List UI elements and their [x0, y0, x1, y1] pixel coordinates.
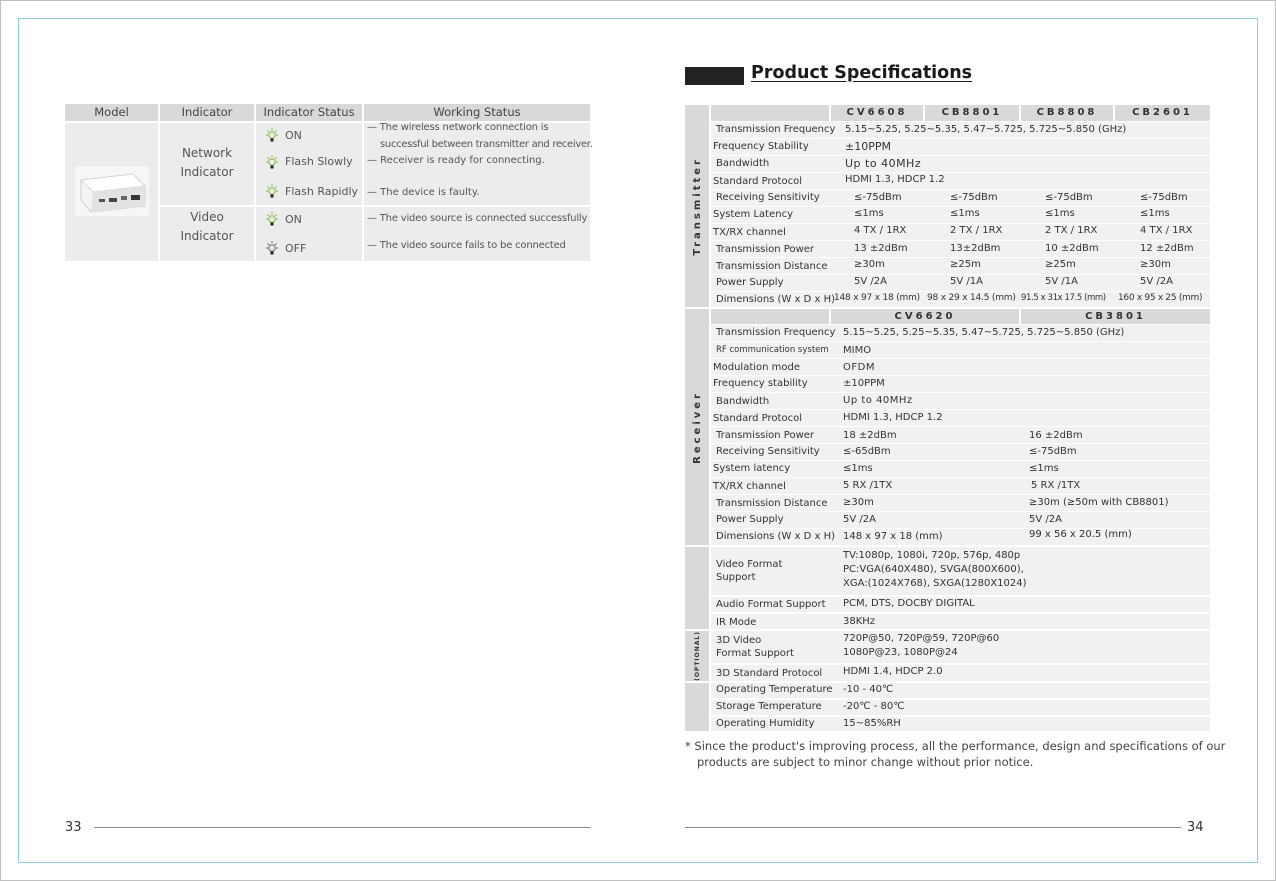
tx-cb2601-sensitivity: ≤-75dBm: [1140, 192, 1188, 203]
rx-cv6620-sensitivity: ≤-65dBm: [843, 446, 891, 457]
header-working-status: Working Status: [364, 104, 590, 121]
ir-mode-label: IR Mode: [716, 617, 757, 628]
audio-format-value: PCM, DTS, DOCBY DIGITAL: [843, 598, 975, 609]
3d-protocol-value: HDMI 1.4, HDCP 2.0: [843, 666, 943, 677]
rx-cb3801-power-supply: 5V /2A: [1029, 514, 1062, 525]
model-header-cb2601: CB2601: [1115, 105, 1210, 121]
model-header-cb3801: CB3801: [1021, 309, 1210, 324]
operating-humidity-value: 15~85%RH: [843, 718, 901, 729]
tx-label-transmission-frequency: Transmission Frequency: [716, 124, 836, 135]
tx-label-frequency-stability: Frequency Stability: [713, 141, 809, 152]
network-indicator-cell: [160, 123, 254, 205]
header-indicator-status: Indicator Status: [256, 104, 362, 121]
rx-label-system-latency: System latency: [713, 463, 791, 474]
footnote-line-1: * Since the product's improving process, all the performance, design and specifications of our: [685, 739, 1226, 753]
bulb-on-icon: [264, 127, 280, 143]
video-indicator-label-2: Indicator: [180, 229, 234, 243]
video-format-value-3: XGA:(1024X768), SXGA(1280X1024): [843, 578, 1027, 589]
header-model: Model: [65, 104, 158, 121]
rx-label-transmission-power: Transmission Power: [716, 430, 815, 441]
3d-format-label-1: 3D Video: [716, 635, 762, 646]
page-title: Product Specifications: [751, 63, 973, 83]
format-section-band: [685, 547, 709, 629]
operating-temperature-value: -10 - 40℃: [843, 684, 894, 695]
video-format-value-1: TV:1080p, 1080i, 720p, 576p, 480p: [843, 550, 1021, 561]
footer-rule-right: [685, 827, 1181, 828]
footnote-line-2: products are subject to minor change without prior notice.: [697, 755, 1034, 769]
network-indicator-label-2: Indicator: [180, 165, 234, 179]
video-format-label-1: Video Format: [716, 559, 783, 570]
rx-value-bandwidth: Up to 40MHz: [843, 395, 913, 406]
status-network-flash-slowly: Flash Slowly: [285, 155, 353, 168]
tx-cb8808-sensitivity: ≤-75dBm: [1045, 192, 1093, 203]
tx-value-transmission-frequency: 5.15~5.25, 5.25~5.35, 5.47~5.725, 5.725~5.850 (GHz): [845, 124, 1127, 135]
bulb-off-icon: [264, 240, 280, 256]
format-row-ir: [711, 614, 1210, 629]
tx-cv6608-power-supply: 5V /2A: [854, 276, 887, 287]
rx-label-transmission-distance: Transmission Distance: [716, 498, 828, 509]
tx-cv6608-latency: ≤1ms: [854, 208, 884, 219]
tx-cb8808-power-supply: 5V /1A: [1045, 276, 1078, 287]
tx-cb2601-latency: ≤1ms: [1140, 208, 1170, 219]
tx-label-bandwidth: Bandwidth: [716, 158, 770, 169]
rx-label-bandwidth: Bandwidth: [716, 396, 770, 407]
model-header-cb8808: CB8808: [1021, 105, 1113, 121]
page-number-left: 33: [65, 820, 82, 835]
operating-humidity-label: Operating Humidity: [716, 718, 815, 729]
rx-value-transmission-frequency: 5.15~5.25, 5.25~5.35, 5.47~5.725, 5.725~5.850 (GHz): [843, 327, 1125, 338]
model-header-cb8801: CB8801: [925, 105, 1019, 121]
tx-value-frequency-stability: ±10PPM: [845, 140, 891, 153]
tx-label-power-supply: Power Supply: [716, 277, 784, 288]
tx-label-dimensions: Dimensions (W x D x H): [716, 294, 836, 305]
tx-cb8801-channel: 2 TX / 1RX: [950, 225, 1003, 236]
receiver-header-blank: [711, 309, 829, 324]
tx-cv6608-sensitivity: ≤-75dBm: [854, 192, 902, 203]
tx-cb2601-channel: 4 TX / 1RX: [1140, 225, 1193, 236]
tx-label-standard-protocol: Standard Protocol: [713, 176, 802, 187]
rx-value-standard-protocol: HDMI 1.3, HDCP 1.2: [843, 412, 943, 423]
working-video-off: — The video source fails to be connected: [367, 240, 566, 251]
environment-section-band: [685, 683, 709, 731]
model-header-cv6608: CV6608: [831, 105, 923, 121]
tx-cv6608-power: 13 ±2dBm: [854, 243, 908, 254]
tx-cb8801-power: 13±2dBm: [950, 243, 1001, 254]
tx-cb2601-dimensions: 160 x 95 x 25 (mm): [1118, 293, 1203, 303]
rx-label-modulation-mode: Modulation mode: [713, 362, 801, 373]
tx-cb8808-dimensions: 91.5 x 31x 17.5 (mm): [1021, 293, 1106, 303]
video-format-label-2: Support: [716, 572, 756, 583]
tx-label-transmission-power: Transmission Power: [716, 244, 815, 255]
operating-temperature-label: Operating Temperature: [716, 684, 833, 695]
tx-label-receiving-sensitivity: Receiving Sensitivity: [716, 192, 820, 203]
working-video-on: — The video source is connected successfully: [367, 213, 588, 224]
rx-cb3801-sensitivity: ≤-75dBm: [1029, 446, 1077, 457]
tx-cb8801-distance: ≥25m: [950, 259, 981, 270]
bulb-flash-rapidly-icon: [264, 183, 280, 199]
rx-cb3801-dimensions: 99 x 56 x 20.5 (mm): [1029, 529, 1132, 540]
tx-cb2601-distance: ≥30m: [1140, 259, 1171, 270]
tx-cv6608-distance: ≥30m: [854, 259, 885, 270]
audio-format-label: Audio Format Support: [716, 599, 826, 610]
rx-label-dimensions: Dimensions (W x D x H): [716, 531, 836, 542]
tx-cb2601-power-supply: 5V /2A: [1140, 276, 1173, 287]
rx-value-modulation-mode: OFDM: [843, 362, 875, 373]
rx-cv6620-power-supply: 5V /2A: [843, 514, 876, 525]
tx-cv6608-dimensions: 148 x 97 x 18 (mm): [834, 293, 920, 303]
tx-cb8801-sensitivity: ≤-75dBm: [950, 192, 998, 203]
rx-cb3801-latency: ≤1ms: [1029, 463, 1059, 474]
rx-row: [711, 512, 1210, 528]
tx-label-system-latency: System Latency: [713, 209, 793, 220]
3d-format-label-2: Format Support: [716, 648, 794, 659]
transmitter-section-label: Transmitter: [691, 156, 703, 256]
video-format-value-2: PC:VGA(640X480), SVGA(800X600),: [843, 564, 1024, 575]
video-indicator-label-1: Video: [190, 210, 224, 224]
receiver-section-label: Receiver: [691, 390, 703, 464]
bulb-flash-slowly-icon: [264, 154, 280, 170]
3d-format-value-2: 1080P@23, 1080P@24: [843, 647, 958, 658]
3d-protocol-label: 3D Standard Protocol: [716, 668, 823, 679]
working-network-flash-rapidly: — The device is faulty.: [367, 187, 480, 198]
ir-mode-value: 38KHz: [843, 616, 876, 627]
video-indicator-cell: [160, 207, 254, 261]
rx-cv6620-power: 18 ±2dBm: [843, 430, 897, 441]
rx-value-rf-system: MIMO: [843, 345, 872, 356]
rx-label-transmission-frequency: Transmission Frequency: [716, 327, 836, 338]
bulb-video-on-icon: [264, 211, 280, 227]
model-header-cv6620: CV6620: [831, 309, 1019, 324]
working-network-on-2: successful between transmitter and receiver.: [380, 139, 593, 150]
footer-rule-left: [94, 827, 590, 828]
tx-label-txrx-channel: TX/RX channel: [713, 227, 786, 238]
rx-label-standard-protocol: Standard Protocol: [713, 413, 802, 424]
working-network-flash-slowly: — Receiver is ready for connecting.: [367, 155, 545, 166]
tx-cb8808-channel: 2 TX / 1RX: [1045, 225, 1098, 236]
working-network-on-1: — The wireless network connection is: [367, 122, 549, 133]
tx-cb8808-power: 10 ±2dBm: [1045, 243, 1099, 254]
rx-label-receiving-sensitivity: Receiving Sensitivity: [716, 446, 820, 457]
rx-label-txrx-channel: TX/RX channel: [713, 481, 786, 492]
rx-label-frequency-stability: Frequency stability: [713, 378, 808, 389]
status-network-on: ON: [285, 129, 302, 142]
tx-cv6608-channel: 4 TX / 1RX: [854, 225, 907, 236]
tx-cb8801-latency: ≤1ms: [950, 208, 980, 219]
tx-label-transmission-distance: Transmission Distance: [716, 261, 828, 272]
rx-cv6620-channel: 5 RX /1TX: [843, 480, 893, 491]
rx-cb3801-channel: 5 RX /1TX: [1031, 480, 1081, 491]
rx-cb3801-power: 16 ±2dBm: [1029, 430, 1083, 441]
rx-label-power-supply: Power Supply: [716, 514, 784, 525]
tx-value-bandwidth: Up to 40MHz: [845, 157, 922, 170]
tx-cb8801-dimensions: 98 x 29 x 14.5 (mm): [927, 293, 1016, 303]
rx-label-rf-system: RF communication system: [716, 345, 829, 355]
rx-cv6620-dimensions: 148 x 97 x 18 (mm): [843, 531, 943, 542]
storage-temperature-label: Storage Temperature: [716, 701, 822, 712]
device-image: [75, 166, 149, 216]
rx-cv6620-distance: ≥30m: [843, 497, 874, 508]
status-video-off: OFF: [285, 242, 307, 255]
3d-format-value-1: 720P@50, 720P@59, 720P@60: [843, 633, 1000, 644]
tx-cb8801-power-supply: 5V /1A: [950, 276, 983, 287]
tx-cb8808-distance: ≥25m: [1045, 259, 1076, 270]
rx-row: [711, 393, 1210, 409]
optional-section-label: (OPTIONAL): [693, 631, 701, 681]
rx-cb3801-distance: ≥30m (≥50m with CB8801): [1029, 497, 1169, 508]
title-accent-bar: [685, 67, 744, 85]
model-cell: [65, 123, 158, 261]
tx-cb8808-latency: ≤1ms: [1045, 208, 1075, 219]
rx-cv6620-latency: ≤1ms: [843, 463, 873, 474]
tx-cb2601-power: 12 ±2dBm: [1140, 243, 1194, 254]
status-network-flash-rapidly: Flash Rapidly: [285, 185, 359, 198]
header-indicator: Indicator: [160, 104, 254, 121]
rx-value-frequency-stability: ±10PPM: [843, 378, 885, 389]
page-number-right: 34: [1187, 820, 1204, 835]
transmitter-header-blank: [711, 105, 829, 121]
tx-value-standard-protocol: HDMI 1.3, HDCP 1.2: [845, 174, 945, 185]
storage-temperature-value: -20℃ - 80℃: [843, 701, 905, 712]
network-indicator-label-1: Network: [181, 146, 233, 160]
status-video-on: ON: [285, 213, 302, 226]
tx-row: [711, 156, 1210, 172]
